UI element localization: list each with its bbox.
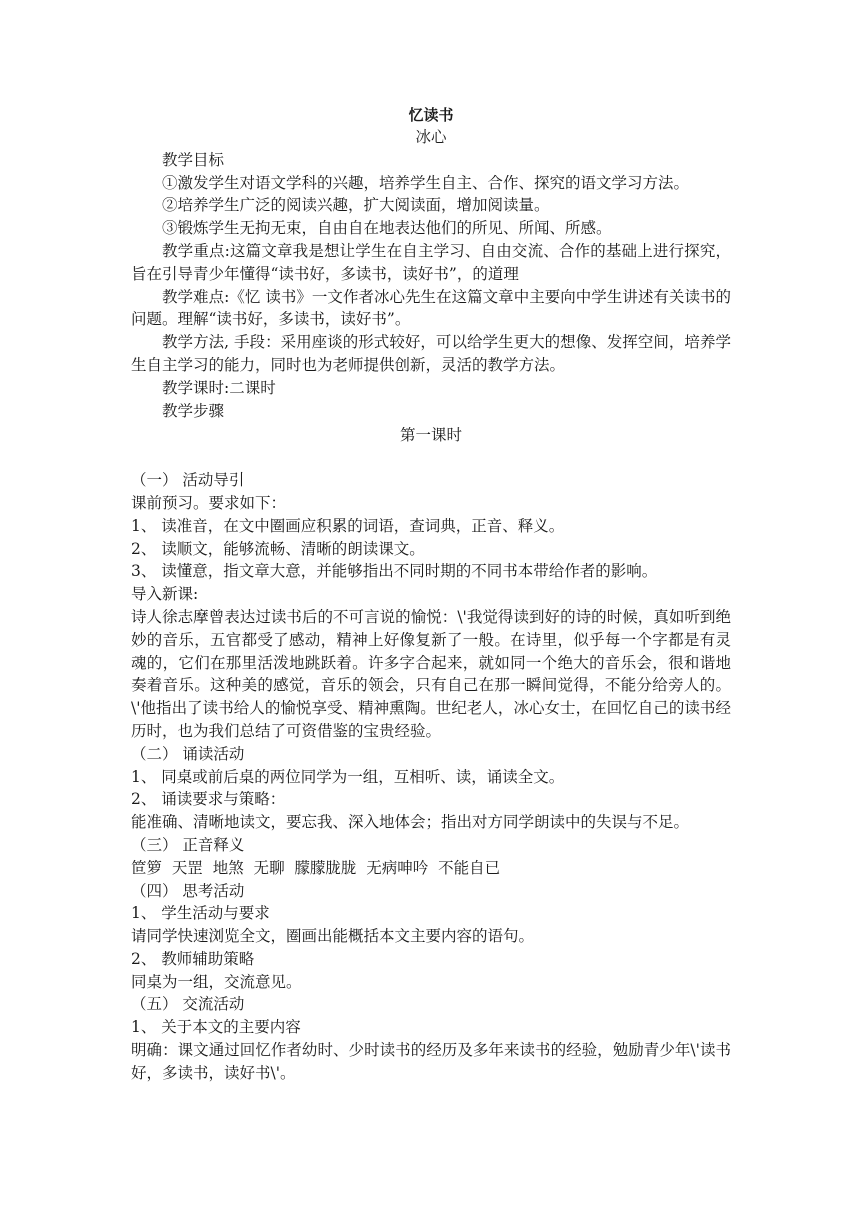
hours-line: 教学课时:二课时 bbox=[162, 378, 276, 397]
section-4-text-2: 同桌为一组，交流意见。 bbox=[131, 972, 302, 991]
lesson-one-heading: 第一课时 bbox=[399, 426, 462, 445]
section-5-item-1: 1、 关于本文的主要内容 bbox=[131, 1018, 301, 1037]
section-4-heading: （四） 思考活动 bbox=[131, 881, 245, 900]
goal-item-2: ②培养学生广泛的阅读兴趣，扩大阅读面，增加阅读量。 bbox=[162, 196, 550, 215]
document-author: 冰心 bbox=[415, 128, 447, 146]
section-1-item-2: 2、 读顺文，能够流畅、清晰的朗读课文。 bbox=[131, 539, 425, 558]
section-2-heading: （二） 诵读活动 bbox=[131, 744, 245, 763]
section-2-text: 能准确、清晰地读文，要忘我、深入地体会；指出对方同学朗读中的失误与不足。 bbox=[131, 813, 690, 832]
goals-heading: 教学目标 bbox=[162, 150, 225, 169]
section-3-heading: （三） 正音释义 bbox=[131, 835, 245, 854]
section-1-intro: 课前预习。要求如下： bbox=[131, 493, 287, 512]
section-5-text: 明确：课文通过回忆作者幼时、少时读书的经历及多年来读书的经验，勉励青少年\'读书好，多读书，读好书\'。 bbox=[131, 1041, 731, 1082]
section-3-words: 笸箩 天罡 地煞 无聊 朦朦胧胧 无病呻吟 不能自已 bbox=[131, 858, 501, 877]
new-lesson-paragraph: 诗人徐志摩曾表达过读书后的不可言说的愉悦：\'我觉得读到好的诗的时候，真如听到绝妙的音乐，五官都受了感动，精神上好像复新了一般。在诗里，似乎每一个字都是有灵魂的，它们在那里活泼地跳跃着。许多字合起来，就如同一个绝大的音乐会，很和谐地奏着音乐。这种美的感觉，音乐的领会，只有自己在那一瞬间觉得，不能分给旁人的。\'他指出了读书给人的愉悦享受、精神熏陶。世纪老人，冰心女士，在回忆自己的读书经历时，也为我们总结了可资借鉴的宝贵经验。 bbox=[131, 607, 731, 740]
section-5-heading: （五） 交流活动 bbox=[131, 995, 245, 1014]
new-lesson-heading: 导入新课: bbox=[131, 585, 199, 604]
section-4-item-1: 1、 学生活动与要求 bbox=[131, 904, 270, 923]
section-4-text-1: 请同学快速浏览全文，圈画出能概括本文主要内容的语句。 bbox=[131, 927, 535, 946]
goal-item-1: ①激发学生对语文学科的兴趣，培养学生自主、合作、探究的语文学习方法。 bbox=[162, 173, 690, 192]
steps-heading: 教学步骤 bbox=[162, 401, 225, 420]
section-2-item-1: 1、 同桌或前后桌的两位同学为一组，互相听、读，诵读全文。 bbox=[131, 767, 565, 786]
document-page bbox=[131, 104, 731, 1085]
blank-line bbox=[131, 447, 731, 469]
difficulties-paragraph: 教学难点:《忆 读书》一文作者冰心先生在这篇文章中主要向中学生讲述有关读书的问题。理解“读书好，多读书，读好书”。 bbox=[131, 287, 731, 329]
key-points-paragraph: 教学重点:这篇文章我是想让学生在自主学习、自由交流、合作的基础上进行探究，旨在引导青少年懂得“读书好，多读书，读好书”，的道理 bbox=[131, 241, 731, 283]
document-title: 忆读书 bbox=[408, 106, 454, 124]
goal-item-3: ③锻炼学生无拘无束，自由自在地表达他们的所见、所闻、所感。 bbox=[162, 219, 612, 238]
methods-paragraph: 教学方法, 手段：采用座谈的形式较好，可以给学生更大的想像、发挥空间，培养学生自主学习的能力，同时也为老师提供创新，灵活的教学方法。 bbox=[131, 333, 731, 374]
section-1-item-1: 1、 读准音，在文中圈画应积累的词语，查词典，正音、释义。 bbox=[131, 516, 565, 535]
section-2-item-2: 2、 诵读要求与策略： bbox=[131, 790, 286, 809]
section-4-item-2: 2、 教师辅助策略 bbox=[131, 949, 255, 968]
section-1-heading: （一） 活动导引 bbox=[131, 471, 245, 490]
section-1-item-3: 3、 读懂意，指文章大意，并能够指出不同时期的不同书本带给作者的影响。 bbox=[131, 562, 658, 581]
